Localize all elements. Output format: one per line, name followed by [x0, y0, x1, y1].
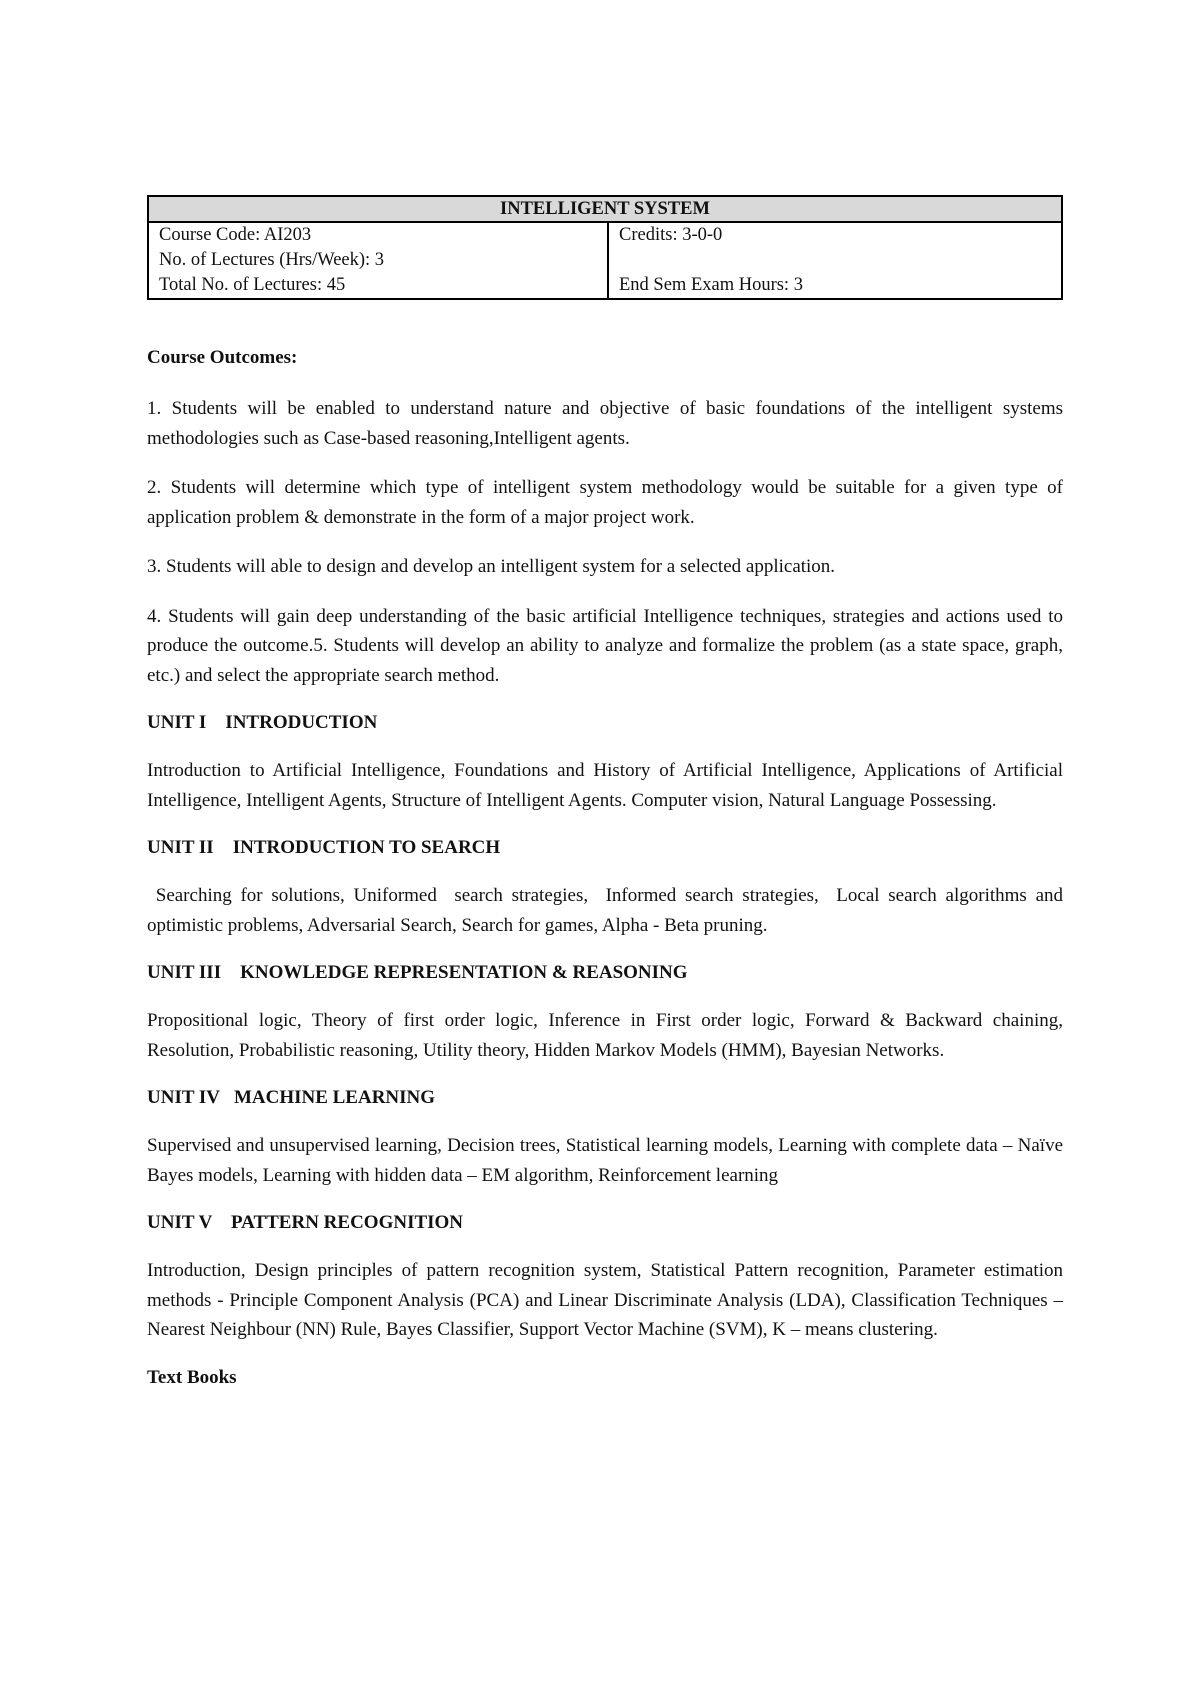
total-lectures: Total No. of Lectures: 45: [159, 275, 346, 295]
exam-hours: End Sem Exam Hours: 3: [619, 275, 803, 295]
unit-5-content: Introduction, Design principles of pattern recognition system, Statistical Pattern recognition, Parameter estimation methods - Principle Component Analysis (PCA) and Linear Discriminate Analysis (LDA), Classification Techniques – Nearest Neighbour (NN) Rule, Bayes Classifier, Support Vector Machine (SVM), K – means clustering.: [147, 1260, 1063, 1340]
unit-1-heading: UNIT I INTRODUCTION: [147, 712, 378, 733]
lectures-per-week: No. of Lectures (Hrs/Week): 3: [159, 250, 385, 270]
credits: Credits: 3-0-0: [619, 225, 723, 245]
course-info-table: [147, 195, 1063, 300]
unit-4-heading: UNIT IV MACHINE LEARNING: [147, 1087, 436, 1108]
unit-1-content: Introduction to Artificial Intelligence, Foundations and History of Artificial Intelligence, Applications of Artificial Intelligence, Intelligent Agents, Structure of Intelligent Agents. Computer vision, Natural Language Possessing.: [147, 760, 1063, 811]
course-details-right: [608, 222, 1062, 299]
outcome-item-1: 1. Students will be enabled to understand nature and objective of basic foundations of the intelligent systems methodologies such as Case-based reasoning,Intelligent agents.: [147, 398, 1063, 449]
blank-line: [619, 248, 1051, 273]
unit-5-heading: UNIT V PATTERN RECOGNITION: [147, 1212, 464, 1233]
unit-3-content: Propositional logic, Theory of first order logic, Inference in First order logic, Forward & Backward chaining, Resolution, Probabilistic reasoning, Utility theory, Hidden Markov Models (HMM), Bayesian Networks.: [147, 1010, 1063, 1061]
outcome-item-2: 2. Students will determine which type of intelligent system methodology would be suitable for a given type of application problem & demonstrate in the form of a major project work.: [147, 477, 1063, 528]
outcome-item-3: 3. Students will able to design and develop an intelligent system for a selected application.: [147, 556, 836, 577]
unit-4-content: Supervised and unsupervised learning, Decision trees, Statistical learning models, Learning with complete data – Naïve Bayes models, Learning with hidden data – EM algorithm, Reinforcement learning: [147, 1135, 1063, 1186]
course-details-left: [148, 222, 608, 299]
unit-3-heading: UNIT III KNOWLEDGE REPRESENTATION & REASONING: [147, 962, 688, 983]
text-books-heading: Text Books: [147, 1366, 237, 1388]
unit-2-heading: UNIT II INTRODUCTION TO SEARCH: [147, 837, 501, 858]
unit-2-content: Searching for solutions, Uniformed search strategies, Informed search strategies, Local search algorithms and optimistic problems, Adversarial Search, Search for games, Alpha - Beta pruning.: [147, 885, 1068, 936]
syllabus-page: [147, 195, 1068, 1391]
outcome-item-4: 4. Students will gain deep understanding of the basic artificial Intelligence techniques, strategies and actions used to produce the outcome.5. Students will develop an ability to analyze and formalize the problem (as a state space, graph, etc.) and select the appropriate search method.: [147, 605, 1063, 686]
outcomes-heading: Course Outcomes:: [147, 347, 298, 368]
course-title: INTELLIGENT SYSTEM: [148, 196, 1062, 222]
course-code: Course Code: AI203: [159, 225, 312, 245]
